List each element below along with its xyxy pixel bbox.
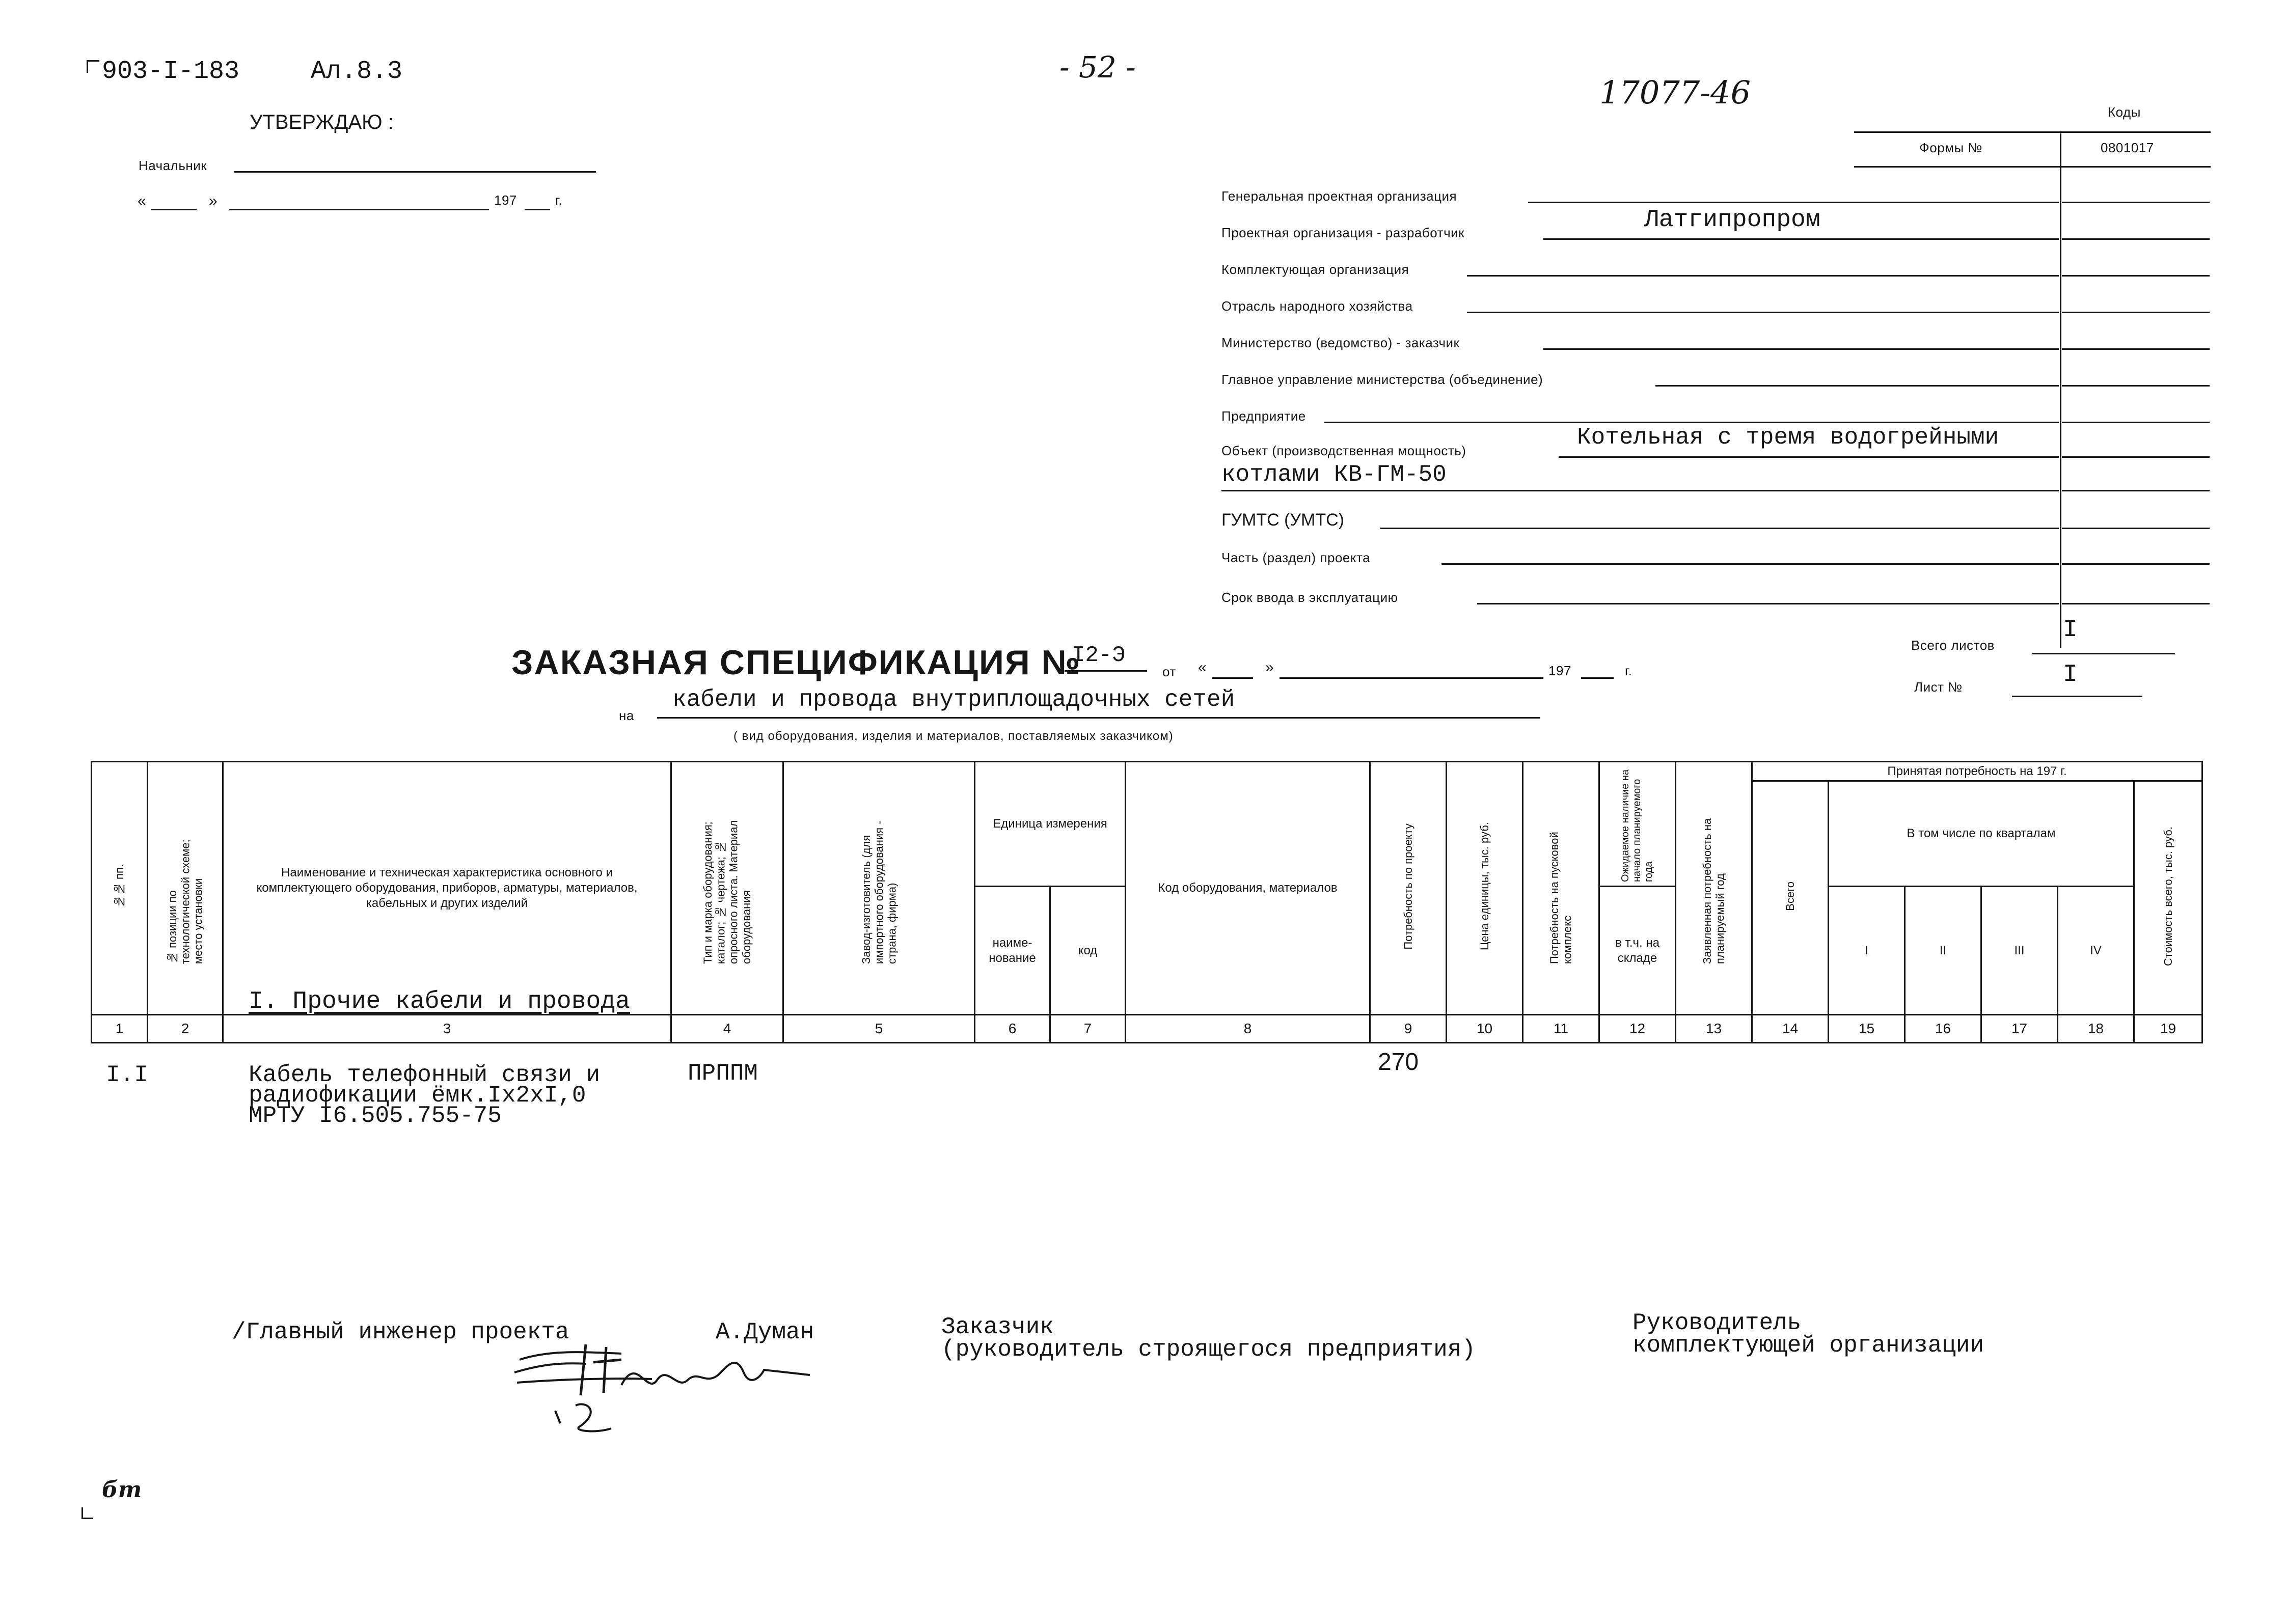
head-label-line-1: Руководитель (1632, 1310, 1802, 1336)
col-header-declared-need: Заявленная потребность на планируемый год (1676, 762, 1752, 1015)
enterprise-line (1324, 422, 2059, 423)
col-header-total: Всего (1752, 781, 1829, 1015)
design-org-line (1543, 238, 2059, 240)
form-code: 0801017 (2101, 140, 2154, 155)
spec-year-line (1581, 677, 1614, 679)
col-header-q1: I (1829, 887, 1905, 1015)
complete-org-line (1467, 275, 2059, 277)
date-day-line (151, 209, 197, 210)
col-num: 18 (2058, 1015, 2134, 1043)
date-year-line (525, 209, 550, 210)
complete-org-label: Комплектующая организация (1221, 262, 1409, 277)
spec-year-suffix: г. (1625, 663, 1632, 678)
bottom-corner-mark (81, 1507, 93, 1519)
section-title (249, 988, 630, 1015)
object-code-line (2062, 456, 2210, 458)
col-num: 9 (1370, 1015, 1447, 1043)
sheet-number-line (2012, 696, 2142, 697)
album-number: Ал.8.3 (311, 57, 403, 86)
col-header-manufacturer: Завод-изготовитель (для импортного оборудования - страна, фирма) (783, 762, 975, 1015)
customer-label-line-2: (руководитель строящегося предприятия) (941, 1336, 1476, 1363)
project-part-code-line (2062, 563, 2210, 565)
total-sheets-value: I (2063, 616, 2078, 644)
date-year-suffix: г. (555, 192, 563, 208)
corner-mark (87, 60, 99, 73)
signature-scribble (504, 1324, 830, 1436)
project-part-label: Часть (раздел) проекта (1221, 550, 1371, 565)
item-name-line-3: МРТУ I6.505.755-75 (249, 1103, 502, 1129)
page-number: - 52 - (1059, 50, 1136, 85)
head-label-line-2: комплектующей организации (1632, 1332, 1984, 1359)
gumts-label: ГУМТС (УМТС) (1221, 510, 1344, 530)
item-name-line-1: Кабель телефонный связи и (249, 1062, 601, 1088)
object-label: Объект (производственная мощность) (1221, 443, 1466, 458)
col-header-quarters: В том числе по кварталам (1829, 781, 2134, 887)
main-directorate-line (1655, 385, 2059, 387)
subject-text: кабели и провода внутриплощадочных сетей (672, 686, 1235, 713)
form-number-label: Формы № (1919, 140, 1982, 155)
col-header-name: Наименование и техническая характеристика основного и комплектующего оборудования, приборов, арматуры, материалов, кабельных и других изделий (223, 762, 671, 1015)
spec-date-open-quote: « (1198, 659, 1207, 676)
design-org-code-line (2062, 238, 2210, 240)
section-title-text: I. Прочие кабели и провода (249, 988, 630, 1015)
spec-month-line (1280, 677, 1543, 679)
commissioning-line (1477, 603, 2059, 604)
object-line (1559, 456, 2059, 458)
col-header-unit-price: Цена единицы, тыс. руб. (1447, 762, 1523, 1015)
chief-line (234, 171, 596, 173)
item-name-line-2: радиофикации ёмк.Iх2хI,0 (249, 1082, 586, 1109)
spec-year-prefix: 197 (1548, 663, 1571, 678)
chief-engineer-name: А.Думан (716, 1319, 814, 1345)
industry-code-line (2062, 312, 2210, 313)
col-header-accepted-need: Принятая потребность на 197 г. (1752, 762, 2202, 781)
col-header-q4: IV (2058, 887, 2134, 1015)
col-num: 1 (92, 1015, 148, 1043)
commissioning-label: Срок ввода в эксплуатацию (1221, 590, 1398, 605)
date-year-prefix: 197 (494, 192, 517, 208)
spec-from-label: от (1162, 664, 1176, 679)
general-org-line (1528, 202, 2059, 203)
col-num: 4 (671, 1015, 783, 1043)
col-num: 12 (1599, 1015, 1676, 1043)
col-header-unit-name: наиме- нование (975, 887, 1050, 1015)
enterprise-label: Предприятие (1221, 408, 1306, 424)
col-num: 15 (1829, 1015, 1905, 1043)
subject-line (657, 717, 1540, 719)
item-quantity: 270 (1378, 1049, 1419, 1076)
col-num: 10 (1447, 1015, 1523, 1043)
col-num: 14 (1752, 1015, 1829, 1043)
spec-title: ЗАКАЗНАЯ СПЕЦИФИКАЦИЯ № (511, 643, 1081, 682)
enterprise-code-line (2062, 422, 2210, 423)
col-num: 5 (783, 1015, 975, 1043)
col-header-expected-stock: Ожидаемое наличие на начало планируемого года (1599, 762, 1676, 887)
spec-date-close-quote: » (1265, 659, 1274, 676)
col-header-position: № позиции по технологической схеме; место установки (148, 762, 223, 1015)
ministry-line (1543, 348, 2059, 350)
codes-top-line (1854, 131, 2211, 133)
object-continued-line (1221, 490, 2059, 491)
industry-line (1467, 312, 2059, 313)
object-value-continued: котлами КВ-ГМ-50 (1221, 461, 1447, 488)
codes-divider (2060, 133, 2061, 648)
col-header-cost: Стоимость всего, тыс. руб. (2134, 781, 2202, 1015)
item-position: I.I (106, 1062, 148, 1088)
col-num: 7 (1050, 1015, 1126, 1043)
col-header-need-project: Потребность по проекту (1370, 762, 1447, 1015)
col-num: 16 (1905, 1015, 1981, 1043)
sheet-number-value: I (2063, 661, 2078, 689)
col-num: 2 (148, 1015, 223, 1043)
main-directorate-label: Главное управление министерства (объединение) (1221, 372, 1543, 387)
object-continued-code-line (2062, 490, 2210, 491)
footer-mark: бт (102, 1477, 142, 1503)
subject-note: ( вид оборудования, изделия и материалов, поставляемых заказчиком) (733, 729, 1174, 743)
col-header-number: №№ пп. (92, 762, 148, 1015)
gumts-code-line (2062, 528, 2210, 529)
total-sheets-label: Всего листов (1911, 638, 1995, 653)
col-num: 8 (1126, 1015, 1370, 1043)
spec-number-line (1065, 670, 1147, 672)
document-code: 903-I-183 (102, 57, 240, 86)
spec-day-line (1212, 677, 1253, 679)
main-directorate-code-line (2062, 385, 2210, 387)
col-header-need-startup: Потребность на пусковой комплекс (1523, 762, 1599, 1015)
col-num: 13 (1676, 1015, 1752, 1043)
approve-label: УТВЕРЖДАЮ : (250, 111, 394, 133)
col-header-unit-code: код (1050, 887, 1126, 1015)
codes-form-line (1854, 166, 2211, 168)
col-header-in-stock: в т.ч. на складе (1599, 887, 1676, 1015)
design-org-label: Проектная организация - разработчик (1221, 225, 1465, 240)
handwritten-number: 17077-46 (1599, 74, 1751, 111)
general-org-code-line (2062, 202, 2210, 203)
date-open-quote: « (138, 192, 146, 209)
col-num: 11 (1523, 1015, 1599, 1043)
chief-engineer-label: /Главный инженер проекта (232, 1319, 569, 1345)
col-header-unit: Единица измерения (975, 762, 1126, 887)
col-num: 6 (975, 1015, 1050, 1043)
column-number-row (92, 1015, 2202, 1043)
commissioning-code-line (2062, 603, 2210, 604)
codes-title: Коды (2108, 104, 2141, 120)
industry-label: Отрасль народного хозяйства (1221, 298, 1413, 314)
ministry-code-line (2062, 348, 2210, 350)
date-month-line (229, 209, 489, 210)
general-org-label: Генеральная проектная организация (1221, 188, 1457, 204)
complete-org-code-line (2062, 275, 2210, 277)
date-close-quote: » (209, 192, 217, 209)
col-header-q2: II (1905, 887, 1981, 1015)
gumts-line (1380, 528, 2059, 529)
design-org-value: Латгипропром (1644, 206, 1820, 234)
col-header-equipment-code: Код оборудования, материалов (1126, 762, 1370, 1015)
col-header-type: Тип и марка оборудования; каталог; № чертежа; № опросного листа. Материал оборудования (671, 762, 783, 1015)
ministry-label: Министерство (ведомство) - заказчик (1221, 335, 1460, 350)
chief-label: Начальник (139, 158, 207, 173)
subject-na-label: на (619, 708, 634, 723)
sheet-number-label: Лист № (1914, 679, 1963, 695)
col-header-q3: III (1981, 887, 2058, 1015)
item-type: ПРППМ (688, 1060, 758, 1087)
col-num: 19 (2134, 1015, 2202, 1043)
spec-number: I2-Э (1072, 643, 1126, 668)
col-num: 3 (223, 1015, 671, 1043)
customer-label-line-1: Заказчик (941, 1314, 1054, 1340)
project-part-line (1441, 563, 2059, 565)
total-sheets-line (2032, 653, 2175, 654)
object-value: Котельная с тремя водогрейными (1577, 424, 1999, 451)
col-num: 17 (1981, 1015, 2058, 1043)
